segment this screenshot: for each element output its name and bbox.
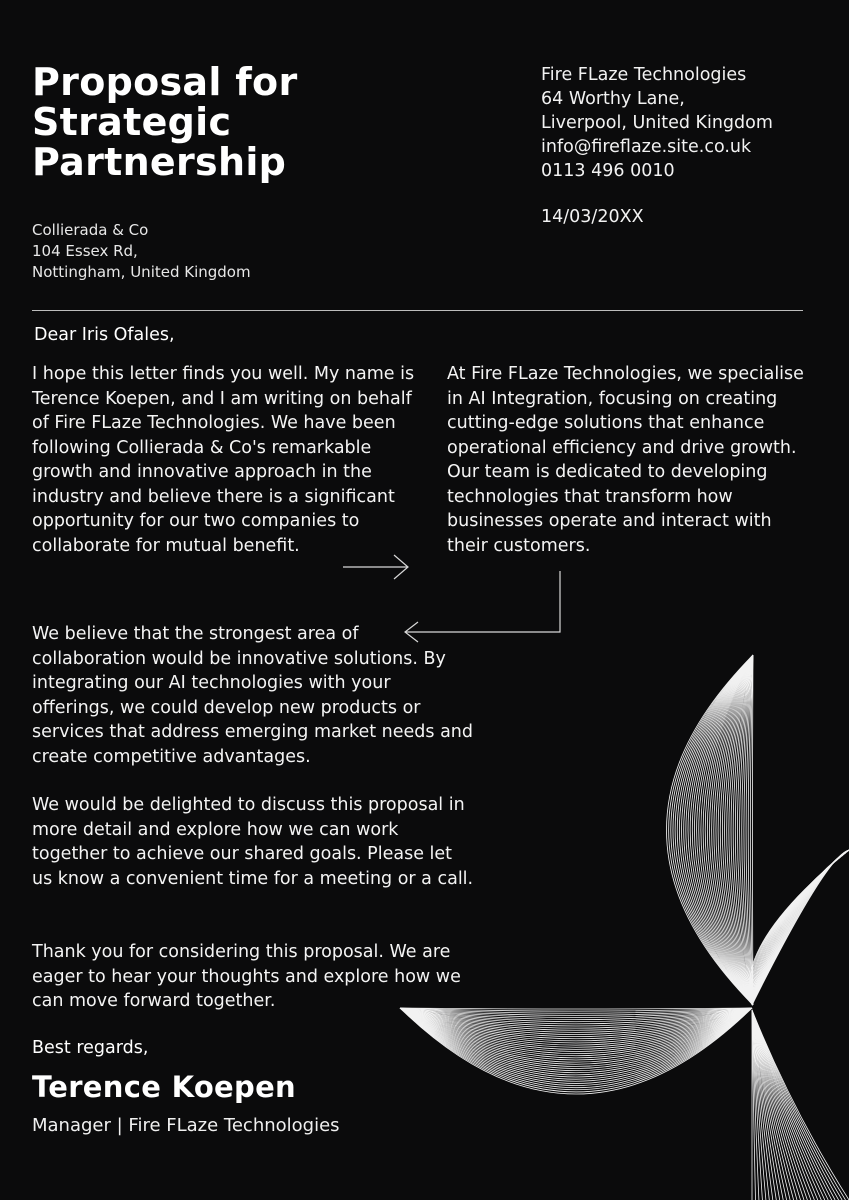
divider [32,310,803,311]
arrow-right-icon [343,555,408,579]
sender-street: 64 Worthy Lane, [541,89,685,109]
page-title [32,62,452,182]
recipient-street: 104 Essex Rd, [32,242,138,260]
signature-name: Terence Koepen [32,1070,296,1104]
letter-date: 14/03/20XX [541,207,644,227]
title-line: Partnership [32,140,287,184]
sender-address [541,63,841,183]
signature-role: Manager | Fire FLaze Technologies [32,1115,340,1136]
greeting: Dear Iris Ofales, [34,325,175,345]
recipient-city: Nottingham, United Kingdom [32,263,251,281]
paragraph-intro: I hope this letter finds you well. My name is Terence Koepen, and I am writing on behalf of Fire FLaze Technologies. We have been following Collierada & Co's remarkable growth and innovative approach in the industry and believe there is a significant opportunity for our two companies to collaborate for mutual benefit. [32,364,415,556]
recipient-address [32,220,372,283]
sender-company: Fire FLaze Technologies [541,65,747,85]
sender-email: info@fireflaze.site.co.uk [541,137,752,157]
paragraph-collaboration: We believe that the strongest area of collaboration would be innovative solutions. By integrating our AI technologies with your offerings, we could develop new products or services that address emerging market needs and create competitive advantages. [32,624,473,767]
title-line: Proposal for [32,60,298,104]
closing: Best regards, [32,1038,149,1058]
sender-city: Liverpool, United Kingdom [541,113,773,133]
sender-phone: 0113 496 0010 [541,161,675,181]
title-line: Strategic [32,100,232,144]
paragraph-thanks: Thank you for considering this proposal. We are eager to hear your thoughts and explore how we can move forward together. [32,942,461,1011]
paragraph-discussion: We would be delighted to discuss this proposal in more detail and explore how we can work together to achieve our shared goals. Please let us know a convenient time for a meeting or a call. [32,795,474,889]
recipient-company: Collierada & Co [32,221,149,239]
paragraph-company: At Fire FLaze Technologies, we specialise in AI Integration, focusing on creating cutting-edge solutions that enhance operational efficiency and drive growth. Our team is dedicated to developing technologies that transform how businesses operate and interact with their customers. [447,364,804,556]
